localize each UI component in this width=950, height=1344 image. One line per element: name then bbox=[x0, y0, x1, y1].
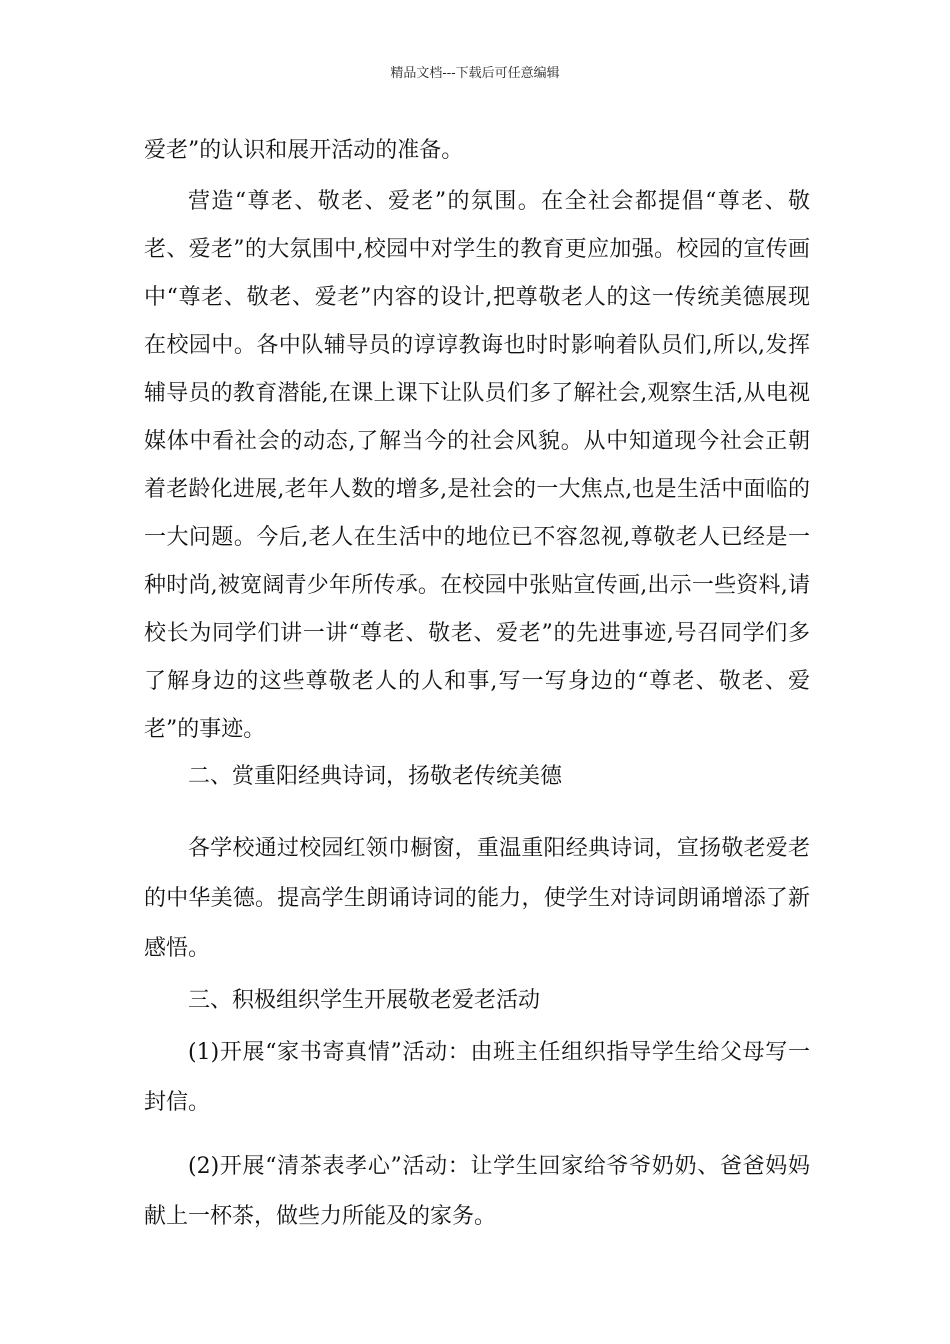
paragraph-poetry: 各学校通过校园红领巾橱窗，重温重阳经典诗词，宣扬敬老爱老的中华美德。提高学生朗诵诗词的能力，使学生对诗词朗诵增添了新感悟。 bbox=[144, 836, 810, 961]
section-heading-poetry: 二、赏重阳经典诗词，扬敬老传统美德 bbox=[188, 764, 563, 789]
page-header: 精品文档---下载后可任意编辑 bbox=[390, 66, 560, 81]
section-heading-activities: 三、积极组织学生开展敬老爱老活动 bbox=[188, 988, 541, 1013]
list-item-tea-activity: (2)开展“清茶表孝心”活动：让学生回家给爷爷奶奶、爸爸妈妈献上一杯茶，做些力所能及的家务。 bbox=[144, 1154, 810, 1229]
list-item-letter-activity: (1)开展“家书寄真情”活动：由班主任组织指导学生给父母写一封信。 bbox=[144, 1040, 810, 1115]
paragraph-continuation: 爱老”的认识和展开活动的准备。 bbox=[144, 138, 464, 163]
paragraph-campus-atmosphere: 营造“尊老、敬老、爱老”的氛围。在全社会都提倡“尊老、敬老、爱老”的大氛围中,校园中对学生的教育更应加强。校园的宣传画中“尊老、敬老、爱老”内容的设计,把尊敬老人的这一传统美德展现在校园中。各中队辅导员的谆谆教诲也时时影响着队员们,所以,发挥辅导员的教育潜能,在课上课下让队员们多了解社会,观察生活,从电视媒体中看社会的动态,了解当今的社会风貌。从中知道现今社会正朝着老龄化进展,老年人数的增多,是社会的一大焦点,也是生活中面临的一大问题。今后,老人在生活中的地位已不容忽视,尊敬老人已经是一种时尚,被宽阔青少年所传承。在校园中张贴宣传画,出示一些资料,请校长为同学们讲一讲“尊老、敬老、爱老”的先进事迹,号召同学们多了解身边的这些尊敬老人的人和事,写一写身边的“尊老、敬老、爱老”的事迹。 bbox=[144, 189, 810, 742]
